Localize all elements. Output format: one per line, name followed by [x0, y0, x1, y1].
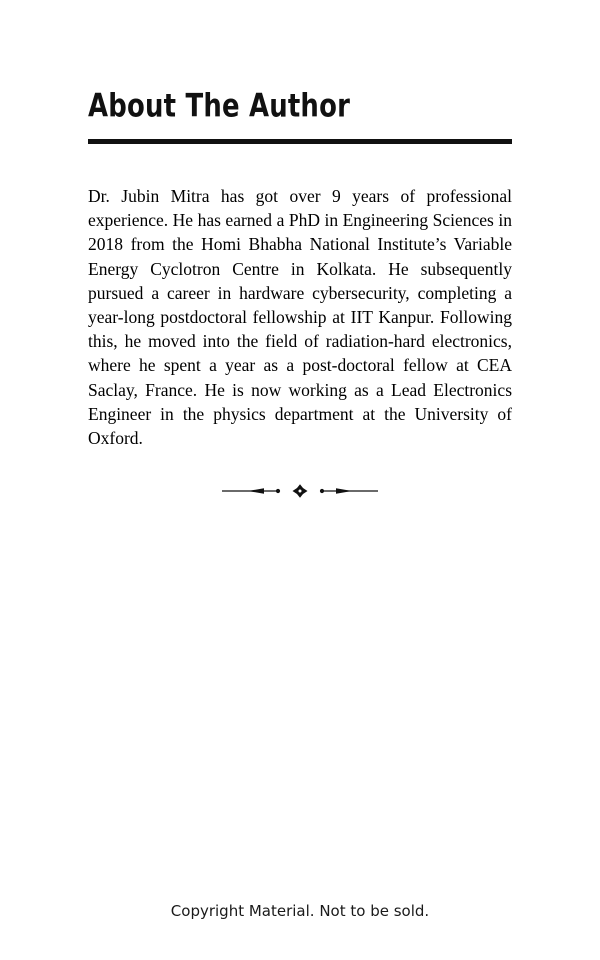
ornamental-divider	[88, 480, 512, 502]
page-content	[88, 88, 512, 502]
ornamental-divider-icon	[220, 483, 380, 499]
author-bio-paragraph: Dr. Jubin Mitra has got over 9 years of professional experience. He has earned a PhD in Engineering Sciences in 2018 from the Homi Bhabha National Institute’s Variable Energy Cyclotron Centre in Kolkata. He subsequently pursued a career in hardware cybersecurity, completing a year-long postdoctoral fellowship at IIT Kanpur. Following this, he moved into the field of radiation-hard electronics, where he spent a year as a post-doctoral fellow at CEA Saclay, France. He is now working as a Lead Electronics Engineer in the physics department at the University of Oxford.	[88, 186, 512, 449]
page-title: About The Author	[88, 88, 351, 125]
title-underline-rule	[88, 139, 512, 144]
copyright-footer: Copyright Material. Not to be sold.	[170, 902, 430, 920]
